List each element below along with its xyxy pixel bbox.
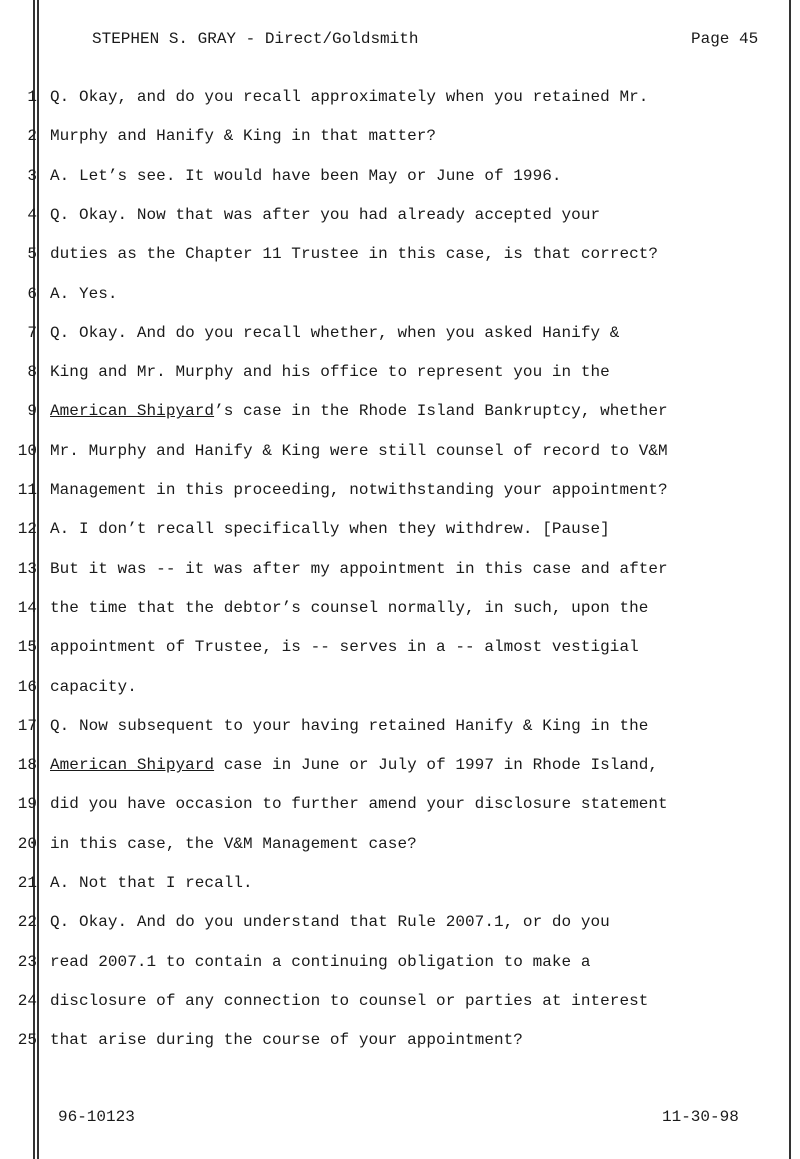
transcript-line (0, 711, 800, 741)
transcript-line (0, 357, 800, 387)
transcript-line (0, 750, 800, 780)
line-text (50, 167, 562, 185)
transcript-line (0, 1025, 800, 1055)
line-text (50, 402, 668, 420)
transcript-line (0, 947, 800, 977)
transcript-line (0, 593, 800, 623)
transcript-line (0, 475, 800, 505)
line-number: 20 (17, 834, 37, 853)
transcript-line (0, 986, 800, 1016)
text-segment: But it was -- it was after my appointment in this case and after (50, 559, 668, 578)
line-text (50, 678, 137, 696)
text-segment: A. I don’t recall specifically when they withdrew. [Pause] (50, 520, 610, 539)
text-segment: King and Mr. Murphy and his office to represent you in the (50, 363, 610, 382)
line-text (50, 638, 639, 656)
transcript-line (0, 279, 800, 309)
line-number: 25 (17, 1031, 37, 1050)
text-segment: that arise during the course of your appointment? (50, 1031, 523, 1050)
line-number: 7 (27, 323, 37, 342)
line-number: 22 (17, 913, 37, 932)
line-text (50, 442, 668, 460)
line-number: 3 (27, 166, 37, 185)
line-text (50, 245, 658, 263)
transcript-line (0, 632, 800, 662)
line-number: 12 (17, 520, 37, 539)
text-segment: A. Let’s see. It would have been May or June of 1996. (50, 166, 562, 185)
text-segment: ’s case in the Rhode Island Bankruptcy, whether (214, 402, 668, 421)
text-segment: appointment of Trustee, is -- serves in a -- almost vestigial (50, 638, 639, 657)
transcript-line (0, 318, 800, 348)
transcript-line (0, 829, 800, 859)
text-segment: Q. Now subsequent to your having retained Hanify & King in the (50, 716, 649, 735)
text-segment: in this case, the V&M Management case? (50, 834, 417, 853)
transcript-line (0, 514, 800, 544)
line-text (50, 992, 648, 1010)
line-number: 13 (17, 559, 37, 578)
line-text (50, 363, 610, 381)
line-number: 24 (17, 991, 37, 1010)
line-number: 16 (17, 677, 37, 696)
line-number: 18 (17, 756, 37, 775)
line-text (50, 913, 610, 931)
line-number: 15 (17, 638, 37, 657)
line-text (50, 717, 648, 735)
transcript-line (0, 239, 800, 269)
line-text (50, 285, 118, 303)
line-number: 21 (17, 874, 37, 892)
transcript-line (0, 200, 800, 230)
text-segment: A. Yes. (50, 284, 118, 303)
text-segment: capacity. (50, 677, 137, 696)
text-segment: Q. Okay. And do you recall whether, when you asked Hanify & (50, 323, 620, 342)
transcript-line (0, 672, 800, 702)
text-segment: Q. Okay. And do you understand that Rule 2007.1, or do you (50, 913, 610, 932)
transcript-date: 11-30-98 (662, 1108, 739, 1126)
transcript-line (0, 868, 800, 898)
text-segment: read 2007.1 to contain a continuing obligation to make a (50, 952, 591, 971)
page-number: Page 45 (691, 30, 759, 48)
text-segment: the time that the debtor’s counsel normally, in such, upon the (50, 598, 649, 617)
transcript-line (0, 554, 800, 584)
line-text (50, 835, 417, 853)
transcript-line (0, 396, 800, 426)
line-text (50, 324, 619, 342)
text-segment: case in June or July of 1997 in Rhode Island, (214, 756, 659, 775)
page-header-title: STEPHEN S. GRAY - Direct/Goldsmith (92, 30, 419, 48)
line-number: 1 (27, 88, 37, 106)
transcript-line (0, 436, 800, 466)
text-segment: disclosure of any connection to counsel or parties at interest (50, 991, 649, 1010)
line-number: 4 (27, 205, 37, 224)
line-text (50, 1031, 523, 1049)
text-segment: Q. Okay, and do you recall approximately when you retained Mr. (50, 88, 649, 106)
line-text (50, 481, 668, 499)
transcript-line (0, 789, 800, 819)
text-segment: did you have occasion to further amend your disclosure statement (50, 795, 668, 814)
line-text (50, 520, 610, 538)
line-number: 10 (17, 441, 37, 460)
text-segment: A. Not that I recall. (50, 874, 253, 892)
transcript-line (0, 82, 800, 112)
line-number: 11 (17, 481, 37, 499)
text-segment: duties as the Chapter 11 Trustee in this case, is that correct? (50, 245, 659, 264)
line-number: 17 (17, 716, 37, 735)
transcript-line (0, 121, 800, 151)
text-segment: Murphy and Hanify & King in that matter? (50, 127, 437, 146)
line-number: 23 (17, 952, 37, 971)
text-segment: Management in this proceeding, notwithstanding your appointment? (50, 481, 668, 499)
line-number: 19 (17, 795, 37, 814)
line-text (50, 206, 600, 224)
line-number: 9 (27, 402, 37, 421)
line-text (50, 953, 591, 971)
transcript-line (0, 161, 800, 191)
line-text (50, 560, 668, 578)
line-text (50, 88, 648, 106)
underlined-case-name: American Shipyard (50, 756, 215, 775)
line-text (50, 795, 668, 813)
transcript-line (0, 907, 800, 937)
case-number: 96-10123 (58, 1108, 135, 1126)
line-number: 8 (27, 363, 37, 382)
line-text (50, 599, 648, 617)
line-text (50, 756, 658, 774)
line-number: 14 (17, 598, 37, 617)
line-text (50, 127, 436, 145)
text-segment: Q. Okay. Now that was after you had already accepted your (50, 205, 601, 224)
line-number: 6 (27, 284, 37, 303)
underlined-case-name: American Shipyard (50, 402, 215, 421)
line-number: 2 (27, 127, 37, 146)
line-text (50, 874, 253, 892)
line-number: 5 (27, 245, 37, 264)
text-segment: Mr. Murphy and Hanify & King were still counsel of record to V&M (50, 441, 668, 460)
